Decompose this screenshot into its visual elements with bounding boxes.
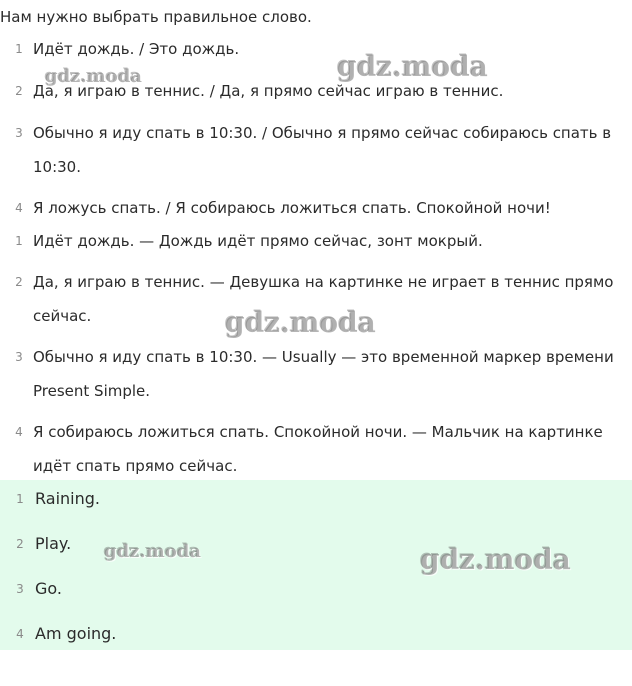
item-number: 4 bbox=[15, 201, 23, 215]
item-number: 3 bbox=[15, 126, 23, 140]
item-text: идёт спать прямо сейчас. bbox=[33, 457, 238, 475]
item-text: Да, я играю в теннис. / Да, я прямо сейчас играю в теннис. bbox=[33, 82, 504, 100]
item-number: 1 bbox=[15, 42, 23, 56]
answer-text: Play. bbox=[35, 534, 72, 553]
item-text: Идёт дождь. — Дождь идёт прямо сейчас, зонт мокрый. bbox=[33, 232, 483, 250]
item-text: Идёт дождь. / Это дождь. bbox=[33, 40, 240, 58]
watermark-logo: gdz.moda bbox=[337, 50, 488, 83]
answers-block bbox=[0, 480, 632, 650]
item-number: 3 bbox=[15, 350, 23, 364]
item-text: Я собираюсь ложиться спать. Спокойной ночи. — Мальчик на картинке bbox=[33, 423, 603, 441]
item-number: 4 bbox=[15, 425, 23, 439]
item-text: Present Simple. bbox=[33, 382, 151, 400]
item-number: 1 bbox=[16, 492, 24, 506]
item-text: сейчас. bbox=[33, 307, 92, 325]
watermark-logo: gdz.moda bbox=[104, 541, 201, 562]
item-number: 2 bbox=[15, 275, 23, 289]
item-number: 1 bbox=[15, 234, 23, 248]
item-text: Я ложусь спать. / Я собираюсь ложиться спать. Спокойной ночи! bbox=[33, 199, 551, 217]
item-number: 2 bbox=[15, 84, 23, 98]
answer-text: Go. bbox=[35, 579, 62, 598]
watermark-logo: gdz.moda bbox=[45, 66, 142, 87]
item-number: 3 bbox=[16, 582, 24, 596]
answer-text: Am going. bbox=[35, 624, 117, 643]
intro-text: Нам нужно выбрать правильное слово. bbox=[0, 8, 312, 26]
item-text: Обычно я иду спать в 10:30. / Обычно я прямо сейчас собираюсь спать в bbox=[33, 124, 612, 142]
item-text: Да, я играю в теннис. — Девушка на картинке не играет в теннис прямо bbox=[33, 273, 614, 291]
item-text: 10:30. bbox=[33, 158, 81, 176]
item-number: 4 bbox=[16, 627, 24, 641]
answer-text: Raining. bbox=[35, 489, 100, 508]
watermark-logo: gdz.moda bbox=[225, 306, 376, 339]
item-number: 2 bbox=[16, 537, 24, 551]
item-text: Обычно я иду спать в 10:30. — Usually — это временной маркер времени bbox=[33, 348, 614, 366]
watermark-logo: gdz.moda bbox=[420, 543, 571, 576]
